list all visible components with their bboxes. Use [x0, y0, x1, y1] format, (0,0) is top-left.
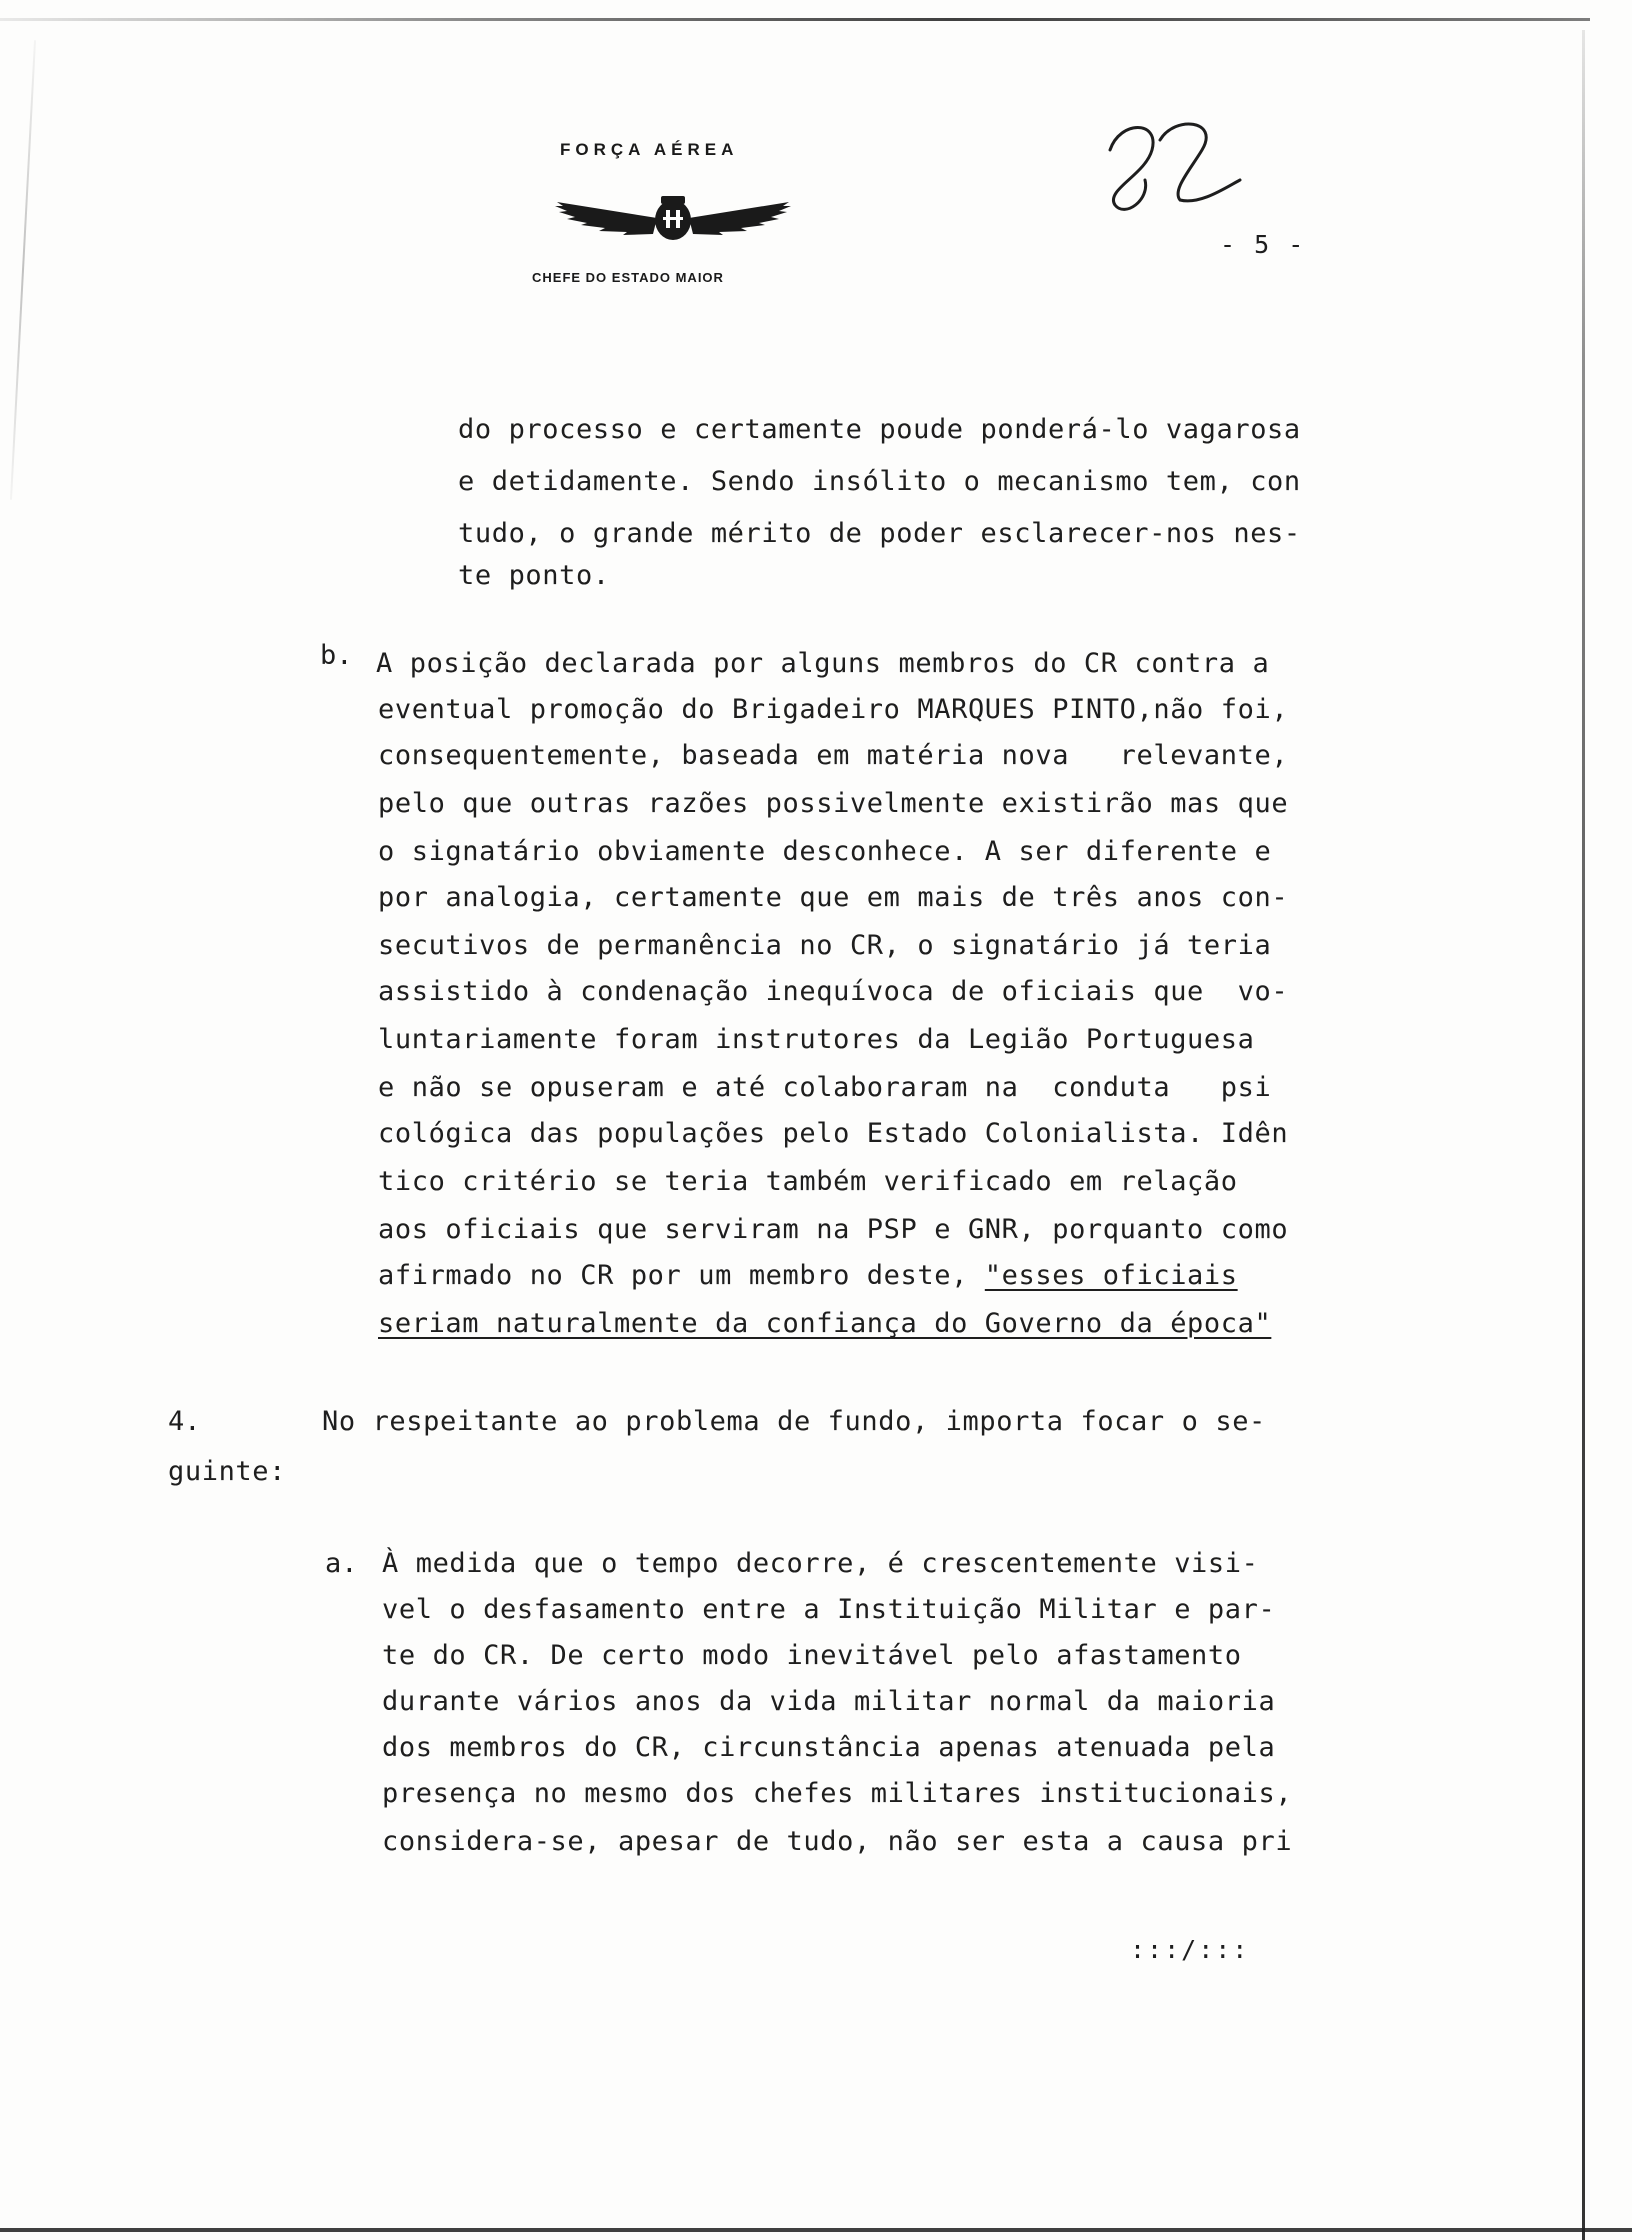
- item-b-line-14: [378, 1260, 1238, 1292]
- scan-edge-left: [10, 40, 36, 499]
- item-b-line-6: por analogia, certamente que em mais de três anos con-: [378, 882, 1289, 913]
- intro-line-2: e detidamente. Sendo insólito o mecanismo tem, con: [458, 466, 1301, 497]
- letterhead-department: CHEFE DO ESTADO MAIOR: [532, 270, 724, 285]
- item-b-line-2: eventual promoção do Brigadeiro MARQUES PINTO,não foi,: [378, 694, 1289, 725]
- item-a-line-2: vel o desfasamento entre a Instituição Militar e par-: [382, 1594, 1276, 1625]
- item-b-line-12: tico critério se teria também verificado em relação: [378, 1166, 1238, 1197]
- handwritten-page-number: [1090, 110, 1250, 220]
- scan-edge-right: [1582, 30, 1585, 2240]
- intro-line-3: tudo, o grande mérito de poder esclarecer-nos nes-: [458, 518, 1301, 549]
- item-b-line-13: aos oficiais que serviram na PSP e GNR, porquanto como: [378, 1214, 1289, 1245]
- scan-edge-top: [0, 18, 1590, 21]
- item-a-marker: a.: [325, 1548, 358, 1579]
- item-a-line-5: dos membros do CR, circunstância apenas atenuada pela: [382, 1732, 1276, 1763]
- item-b-quote-part-2: seriam naturalmente da confiança do Governo da época": [378, 1308, 1272, 1339]
- item-a-line-1: À medida que o tempo decorre, é crescentemente visi-: [382, 1548, 1259, 1579]
- section-4-line-1: No respeitante ao problema de fundo, importa focar o se-: [322, 1406, 1266, 1437]
- item-b-line-5: o signatário obviamente desconhece. A ser diferente e: [378, 836, 1272, 867]
- item-b-line-3: consequentemente, baseada em matéria nova relevante,: [378, 740, 1289, 771]
- item-a-line-6: presença no mesmo dos chefes militares institucionais,: [382, 1778, 1293, 1809]
- item-b-line-8: assistido à condenação inequívoca de oficiais que vo-: [378, 976, 1289, 1007]
- item-b-quote-part-1: "esses oficiais: [984, 1260, 1238, 1291]
- letterhead-organization: FORÇA AÉREA: [560, 140, 739, 159]
- item-a-line-3: te do CR. De certo modo inevitável pelo afastamento: [382, 1640, 1242, 1671]
- item-b-line-11: cológica das populações pelo Estado Colonialista. Idên: [378, 1118, 1289, 1149]
- winged-crest-icon: [553, 192, 793, 248]
- item-b-line-10: e não se opuseram e até colaboraram na conduta psi: [378, 1072, 1272, 1103]
- intro-line-1: do processo e certamente poude ponderá-lo vagarosa: [458, 414, 1301, 445]
- item-b-marker: b.: [320, 640, 353, 671]
- item-b-line-9: luntariamente foram instrutores da Legião Portuguesa: [378, 1024, 1255, 1055]
- page-number: - 5 -: [1220, 230, 1306, 259]
- item-a-line-7: considera-se, apesar de tudo, não ser esta a causa pri: [382, 1826, 1293, 1857]
- section-4-line-2: guinte:: [168, 1456, 286, 1487]
- continuation-mark: :::/:::: [1130, 1935, 1250, 1964]
- item-b-line-7: secutivos de permanência no CR, o signatário já teria: [378, 930, 1272, 961]
- item-b-line-1: A posição declarada por alguns membros do CR contra a: [376, 648, 1270, 679]
- item-a-line-4: durante vários anos da vida militar normal da maioria: [382, 1686, 1276, 1717]
- item-b-line-4: pelo que outras razões possivelmente existirão mas que: [378, 788, 1289, 819]
- scan-edge-bottom: [0, 2228, 1632, 2232]
- item-b-line-14-text: afirmado no CR por um membro deste,: [378, 1260, 985, 1291]
- section-4-marker: 4.: [168, 1406, 201, 1437]
- intro-line-4: te ponto.: [458, 560, 610, 591]
